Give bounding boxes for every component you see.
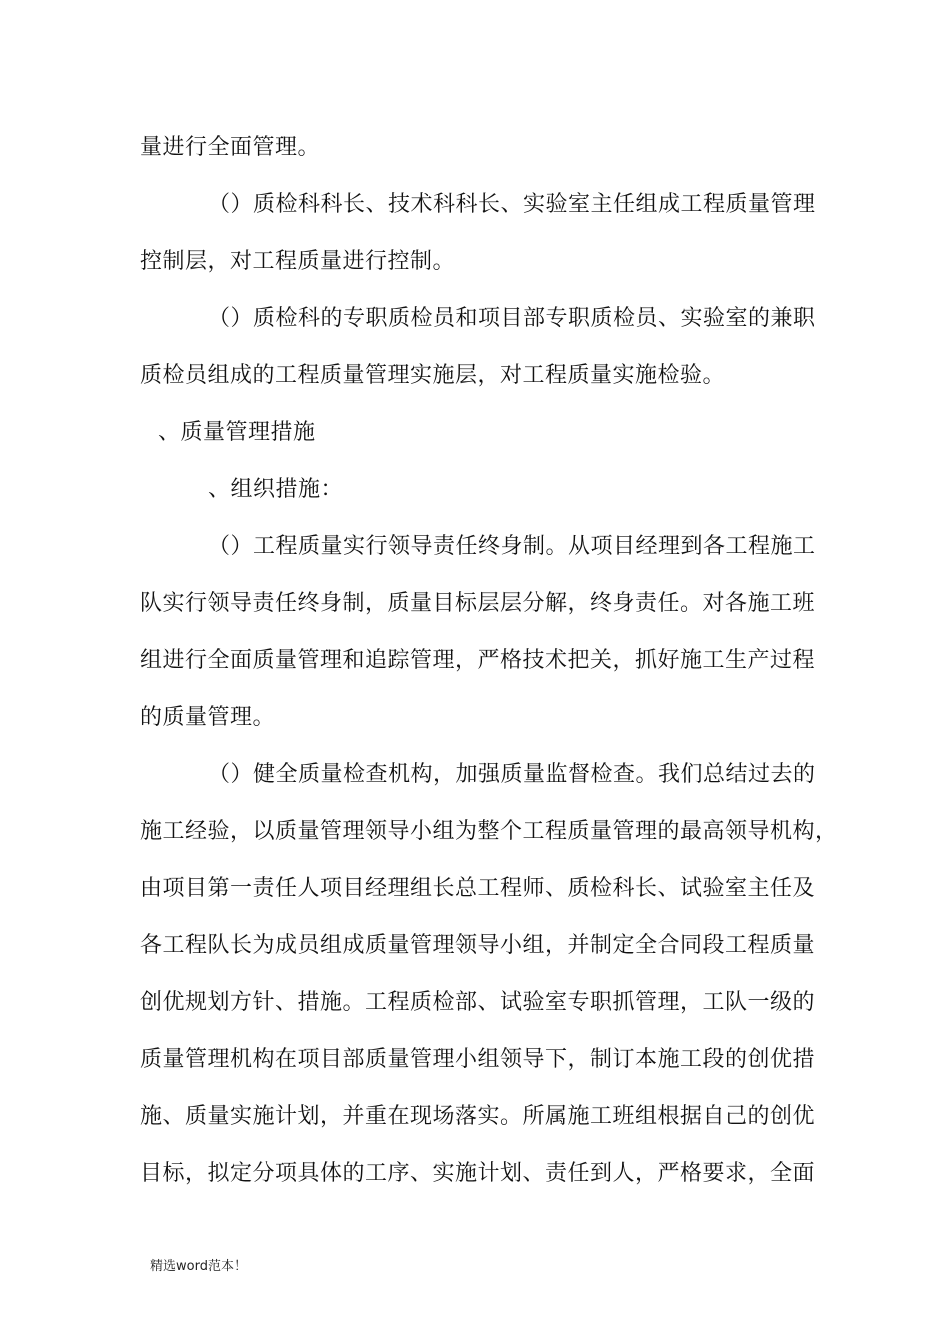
subsection-heading: 、组织措施：: [208, 477, 344, 502]
paragraph-line: 创优规划方针、措施。工程质检部、试验室专职抓管理，工队一级的: [140, 990, 816, 1015]
paragraph-line: （）质检科的专职质检员和项目部专职质检员、实验室的兼职: [208, 306, 816, 331]
paragraph-line: 队实行领导责任终身制，质量目标层层分解，终身责任。对各施工班: [140, 591, 816, 616]
paragraph-line: 质量管理机构在项目部质量管理小组领导下，制订本施工段的创优措: [140, 1047, 816, 1072]
paragraph-line: 的质量管理。: [140, 705, 276, 730]
section-heading: 、质量管理措施: [158, 420, 316, 445]
paragraph-line: 组进行全面质量管理和追踪管理，严格技术把关，抓好施工生产过程: [140, 648, 816, 673]
paragraph-line: 施工经验，以质量管理领导小组为整个工程质量管理的最高领导机构，: [140, 819, 838, 844]
paragraph-line: 控制层，对工程质量进行控制。: [140, 249, 456, 274]
paragraph-line: 各工程队长为成员组成质量管理领导小组，并制定全合同段工程质量: [140, 933, 816, 958]
page-footer: 精选word范本！: [150, 1259, 247, 1274]
paragraph-line: 量进行全面管理。: [140, 135, 321, 160]
paragraph-line: （）工程质量实行领导责任终身制。从项目经理到各工程施工: [208, 534, 816, 559]
paragraph-line: （）质检科科长、技术科科长、实验室主任组成工程质量管理: [208, 192, 816, 217]
paragraph-line: （）健全质量检查机构，加强质量监督检查。我们总结过去的: [208, 762, 816, 787]
paragraph-line: 目标，拟定分项具体的工序、实施计划、责任到人，严格要求，全面: [140, 1161, 816, 1186]
paragraph-line: 由项目第一责任人项目经理组长总工程师、质检科长、试验室主任及: [140, 876, 816, 901]
paragraph-line: 施、质量实施计划，并重在现场落实。所属施工班组根据自己的创优: [140, 1104, 816, 1129]
paragraph-line: 质检员组成的工程质量管理实施层，对工程质量实施检验。: [140, 363, 726, 388]
